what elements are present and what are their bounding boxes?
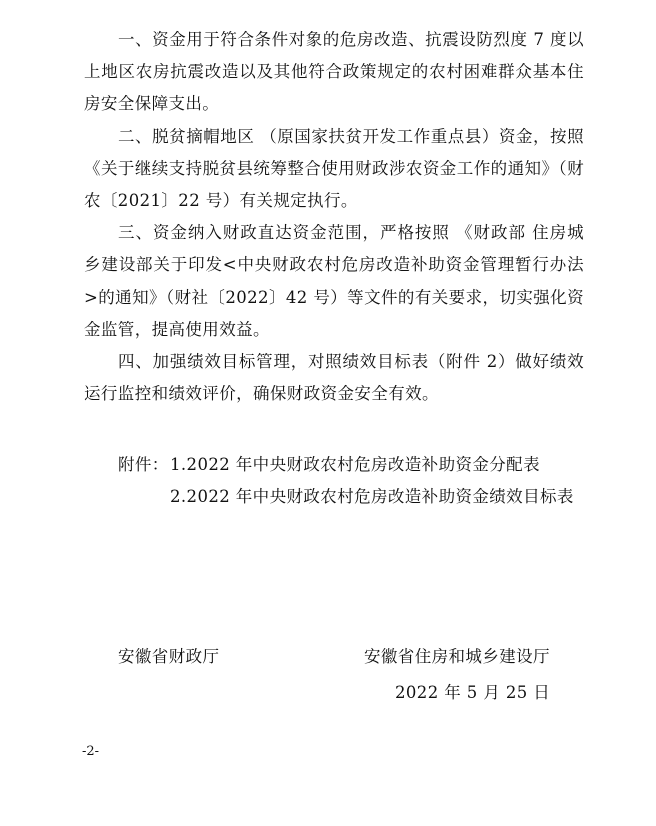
page-number: -2- xyxy=(82,744,100,759)
signature-date: 2022 年 5 月 25 日 xyxy=(395,683,551,702)
signature-left-org: 安徽省财政厅 xyxy=(118,647,220,666)
attachments-block xyxy=(118,449,574,513)
attachment-item-2: 2.2022 年中央财政农村危房改造补助资金绩效目标表 xyxy=(170,487,574,506)
paragraph-4: 四、加强绩效目标管理，对照绩效目标表（附件 2）做好绩效运行监控和绩效评价，确保财政资金安全有效。 xyxy=(84,352,584,404)
paragraph-2: 二、脱贫摘帽地区 （原国家扶贫开发工作重点县）资金，按照《关于继续支持脱贫县统筹整合使用财政涉农资金工作的通知》（财农〔2021〕22 号）有关规定执行。 xyxy=(84,126,584,211)
paragraph-1: 一、资金用于符合条件对象的危房改造、抗震设防烈度 7 度以上地区农房抗震改造以及其他符合政策规定的农村困难群众基本住房安全保障支出。 xyxy=(84,30,584,114)
attachments-label: 附件： xyxy=(118,455,169,474)
document-body xyxy=(84,24,584,410)
attachment-row-1 xyxy=(118,449,574,481)
attachment-row-2 xyxy=(118,481,574,513)
attachment-item-1: 1.2022 年中央财政农村危房改造补助资金分配表 xyxy=(170,455,540,474)
paragraph-3: 三、资金纳入财政直达资金范围，严格按照 《财政部 住房城乡建设部关于印发<中央财政农村危房改造补助资金管理暂行办法>的通知》（财社〔2022〕42 号）等文件的有关要求，切实强化资金监管，提高使用效益。 xyxy=(84,223,584,339)
signature-right-org: 安徽省住房和城乡建设厅 xyxy=(364,647,550,666)
